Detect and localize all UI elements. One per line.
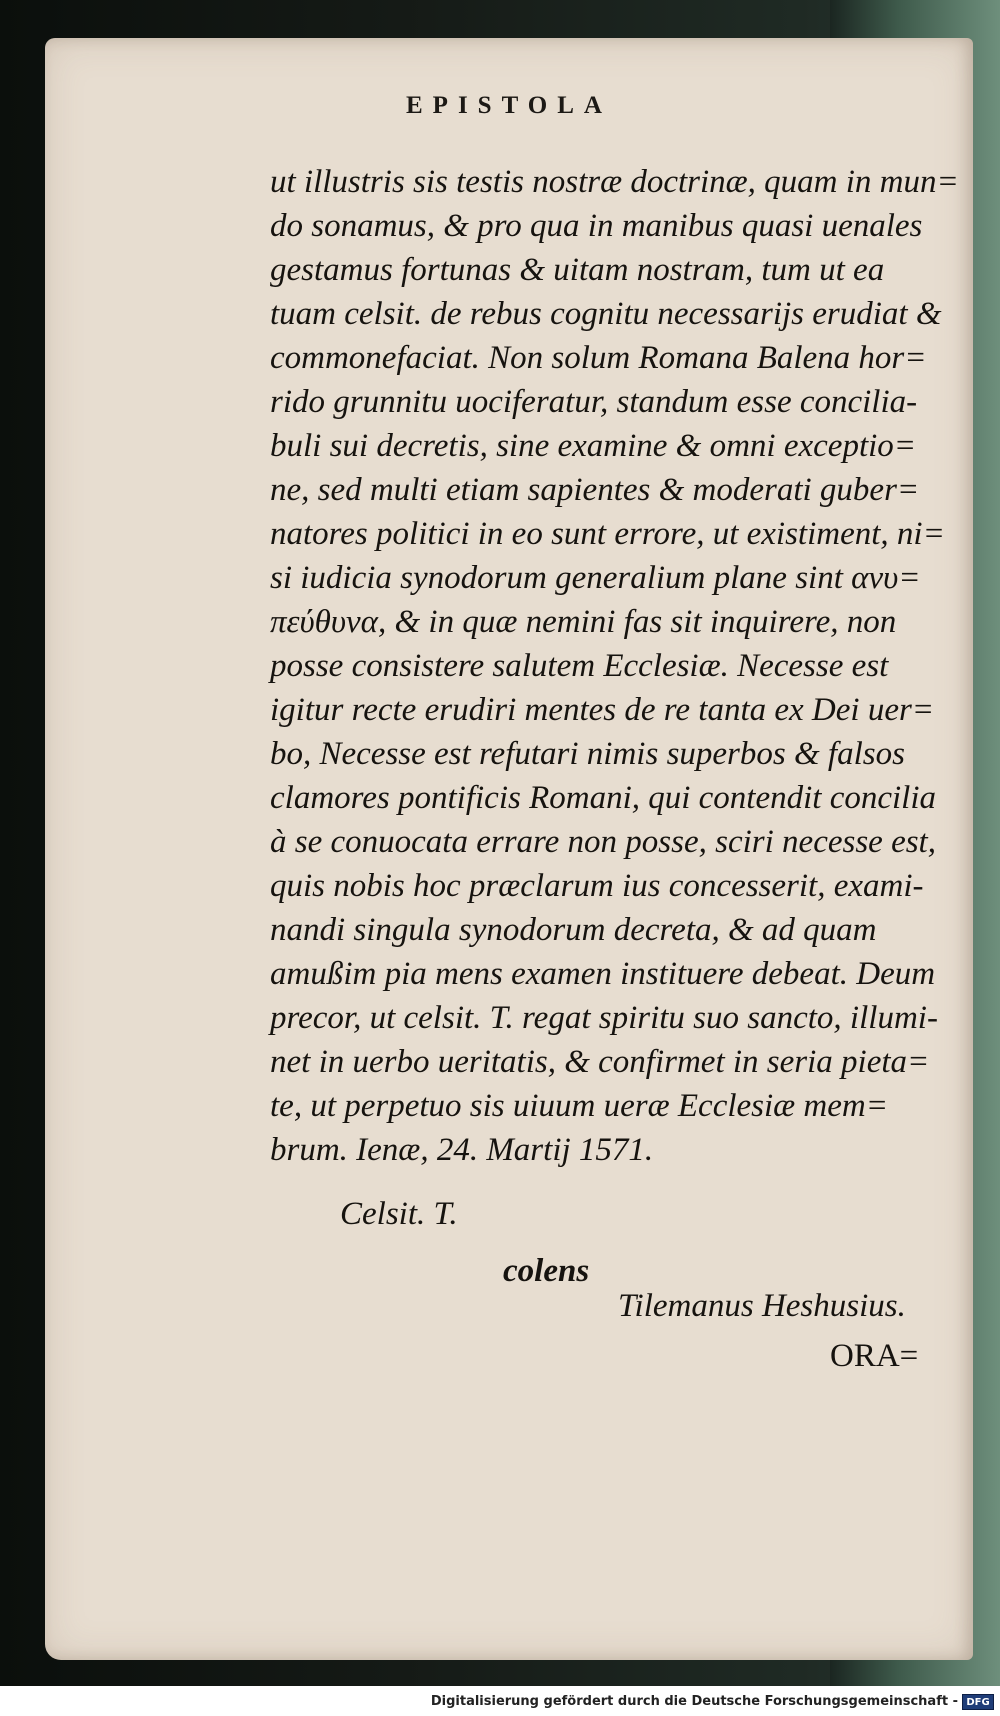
- author-signature: Tilemanus Heshusius.: [618, 1288, 906, 1324]
- text-line: bo, Necesse est refutari nimis superbos & falsos: [270, 736, 905, 772]
- text-line: buli sui decretis, sine examine & omni exceptio=: [270, 428, 917, 464]
- text-line: precor, ut celsit. T. regat spiritu suo sancto, illumi-: [270, 1000, 938, 1036]
- text-line: commonefaciat. Non solum Romana Balena hor=: [270, 340, 927, 376]
- salutation: Celsit. T.: [340, 1196, 458, 1232]
- catchword: ORA=: [830, 1338, 919, 1374]
- running-head: EPISTOLA: [406, 92, 612, 119]
- text-line: posse consistere salutem Ecclesiæ. Necesse est: [270, 648, 889, 684]
- text-line: net in uerbo ueritatis, & confirmet in seria pieta=: [270, 1044, 930, 1080]
- text-line: igitur recte erudiri mentes de re tanta ex Dei uer=: [270, 692, 935, 728]
- text-line: nandi singula synodorum decreta, & ad quam: [270, 912, 877, 948]
- text-line: amußim pia mens examen instituere debeat. Deum: [270, 956, 936, 992]
- text-line: rido grunnitu uociferatur, standum esse concilia-: [270, 384, 918, 420]
- text-line: clamores pontificis Romani, qui contendit concilia: [270, 780, 937, 816]
- text-line: tuam celsit. de rebus cognitu necessarijs erudiat &: [270, 296, 942, 332]
- digitization-footer: [0, 1686, 1000, 1716]
- text-line: ut illustris sis testis nostræ doctrinæ, quam in mun=: [270, 164, 959, 200]
- text-line: te, ut perpetuo sis uiuum ueræ Ecclesiæ mem=: [270, 1088, 889, 1124]
- text-line: à se conuocata errare non posse, sciri necesse est,: [270, 824, 936, 860]
- text-line: natores politici in eo sunt errore, ut existiment, ni=: [270, 516, 945, 552]
- closing-colens: colens: [503, 1253, 590, 1289]
- text-line: πεύθυνα, & in quæ nemini fas sit inquirere, non: [270, 604, 897, 640]
- text-line: do sonamus, & pro qua in manibus quasi uenales: [270, 208, 923, 244]
- text-line: si iudicia synodorum generalium plane sint ανυ=: [270, 560, 921, 596]
- dfg-logo-icon: DFG: [962, 1694, 994, 1710]
- text-line: brum. Ienæ, 24. Martij 1571.: [270, 1132, 654, 1168]
- text-line: ne, sed multi etiam sapientes & moderati guber=: [270, 472, 920, 508]
- body-text: [270, 160, 959, 1172]
- funding-notice: Digitalisierung gefördert durch die Deutsche Forschungsgemeinschaft -: [430, 1694, 958, 1709]
- text-line: quis nobis hoc præclarum ius concesserit, exami-: [270, 868, 924, 904]
- text-line: gestamus fortunas & uitam nostram, tum ut ea: [270, 252, 885, 288]
